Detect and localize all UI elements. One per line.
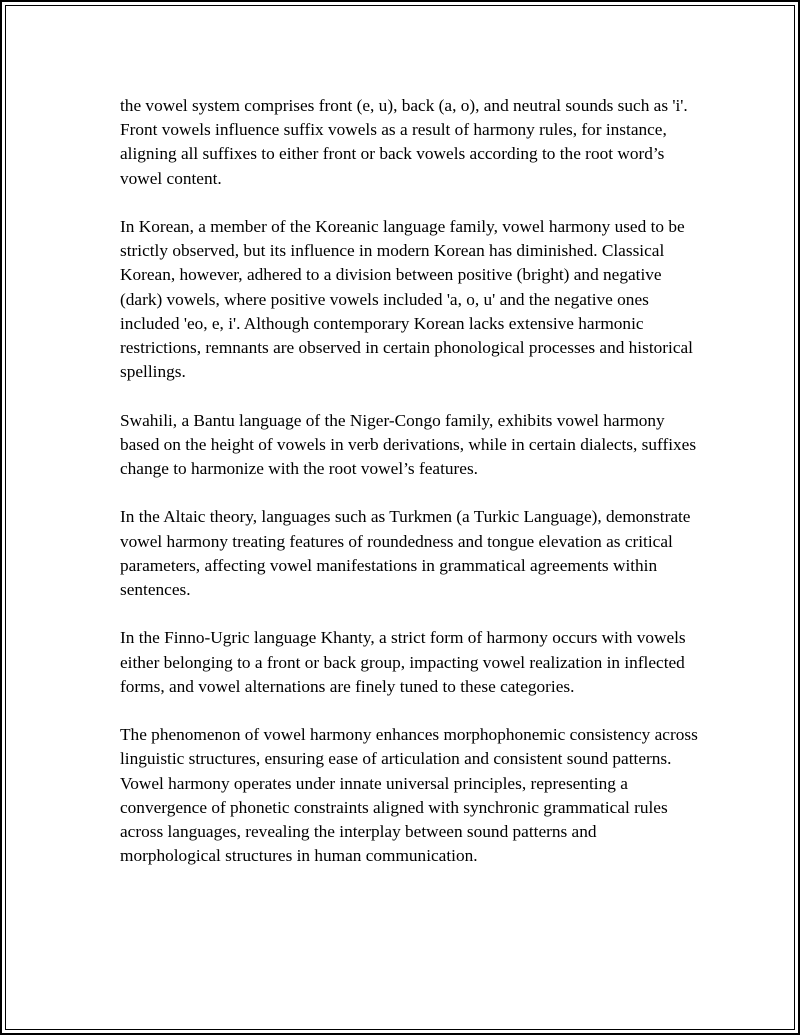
- paragraph-altaic-turkmen: In the Altaic theory, languages such as Turkmen (a Turkic Language), demonstrate vowel harmony treating features of roundedness and tongue elevation as critical parameters, affecting vowel manifestations in grammatical agreements within sentences.: [120, 507, 691, 600]
- paragraph-khanty: In the Finno-Ugric language Khanty, a strict form of harmony occurs with vowels either belonging to a front or back group, impacting vowel realization in inflected forms, and vowel alternations are finely tuned to these categories.: [120, 628, 686, 696]
- paragraph-swahili: Swahili, a Bantu language of the Niger-Congo family, exhibits vowel harmony based on the height of vowels in verb derivations, while in certain dialects, suffixes change to harmonize with the root vowel’s features.: [120, 410, 697, 479]
- paragraph-mongolic-vowel-system: the vowel system comprises front (e, u), back (a, o), and neutral sounds such as 'i'. Front vowels influence suffix vowels as a result of harmony rules, for instance, aligning all suffixes to either front or back vowels according to the root word’s vowel content.: [120, 96, 688, 188]
- paragraph-korean: In Korean, a member of the Koreanic language family, vowel harmony used to be strictly observed, but its influence in modern Korean has diminished. Classical Korean, however, adhered to a division between positive (bright) and negative (dark) vowels, where positive vowels included 'a, o, u' and the negative ones included 'eo, e, i'. Although contemporary Korean lacks extensive harmonic restrictions, remnants are observed in certain phonological processes and historical spellings.: [120, 217, 693, 382]
- body-text: [120, 94, 700, 893]
- paragraph-conclusion: The phenomenon of vowel harmony enhances morphophonemic consistency across linguistic structures, ensuring ease of articulation and consistent sound patterns. Vowel harmony operates under innate universal principles, representing a convergence of phonetic constraints aligned with synchronic grammatical rules across languages, revealing the interplay between sound patterns and morphological structures in human communication.: [120, 725, 698, 866]
